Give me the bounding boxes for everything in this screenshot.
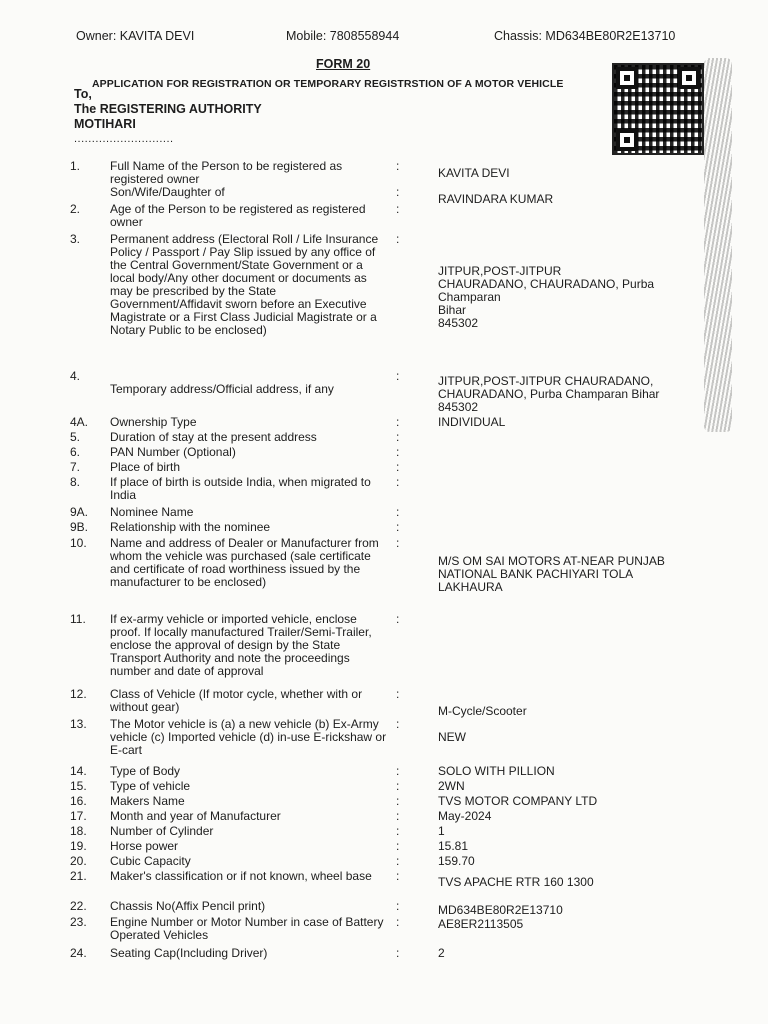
- field-label: Age of the Person to be registered as registered owner: [110, 202, 366, 229]
- chassis-number: Chassis: MD634BE80R2E13710: [494, 29, 676, 43]
- dotted-line: ............................: [74, 133, 174, 145]
- field-colon: :: [396, 536, 400, 550]
- field-value: NEW: [438, 730, 466, 744]
- field-label: Nominee Name: [110, 505, 194, 519]
- field-label: PAN Number (Optional): [110, 445, 236, 459]
- field-colon: :: [396, 946, 400, 960]
- field-number: 21.: [70, 869, 87, 883]
- field-colon: :: [396, 460, 400, 474]
- authority-city: MOTIHARI: [74, 117, 136, 131]
- field-value: M/S OM SAI MOTORS AT-NEAR PUNJAB NATIONAL BANK PACHIYARI TOLA LAKHAURA: [438, 554, 665, 594]
- field-colon: :: [396, 915, 400, 929]
- field-label: Engine Number or Motor Number in case of Battery Operated Vehicles: [110, 915, 384, 942]
- field-value: May-2024: [438, 809, 492, 823]
- field-label: Ownership Type: [110, 415, 197, 429]
- field-colon: :: [396, 869, 400, 883]
- field-number: 12.: [70, 687, 87, 701]
- field-value: 2: [438, 946, 445, 960]
- field-value: TVS MOTOR COMPANY LTD: [438, 794, 598, 808]
- qr-finder-icon: [616, 129, 638, 151]
- field-number: 3.: [70, 232, 81, 246]
- field-colon: :: [396, 854, 400, 868]
- field-number: 19.: [70, 839, 87, 853]
- field-value: JITPUR,POST-JITPUR CHAURADANO, CHAURADANO, Purba Champaran Bihar 845302: [438, 264, 655, 330]
- field-colon: :: [396, 899, 400, 913]
- field-value: INDIVIDUAL: [438, 415, 506, 429]
- field-colon: :: [396, 505, 400, 519]
- field-colon: :: [396, 809, 400, 823]
- field-colon: :: [396, 764, 400, 778]
- field-number: 4.: [70, 369, 81, 383]
- field-value: JITPUR,POST-JITPUR CHAURADANO, CHAURADANO, Purba Champaran Bihar 845302: [438, 374, 660, 414]
- owner-mobile: Mobile: 7808558944: [286, 29, 400, 43]
- field-number: 11.: [70, 612, 86, 626]
- field-number: 17.: [70, 809, 87, 823]
- field-colon: :: [396, 824, 400, 838]
- field-value: 159.70: [438, 854, 475, 868]
- application-title: APPLICATION FOR REGISTRATION OR TEMPORARY REGISTRSTION OF A MOTOR VEHICLE: [92, 78, 564, 90]
- field-label: Name and address of Dealer or Manufacturer from whom the vehicle was purchased (sale certificate and certificate of road worthiness issued by the manufacturer to be enclosed): [110, 536, 379, 589]
- field-colon: :: [396, 794, 400, 808]
- field-label: If ex-army vehicle or imported vehicle, enclose proof. If locally manufactured Trailer/Semi-Trailer, enclose the approval of design by the State Transport Authority and note the proceedings number and date of approval: [110, 612, 372, 678]
- field-number: 9B.: [70, 520, 89, 534]
- field-label: Seating Cap(Including Driver): [110, 946, 268, 960]
- field-number: 8.: [70, 475, 81, 489]
- field-label: Type of vehicle: [110, 779, 191, 793]
- field-value: 15.81: [438, 839, 469, 853]
- pen-scribble: [704, 58, 732, 432]
- field-colon: :: [396, 415, 400, 429]
- field-colon: :: [396, 369, 400, 383]
- field-colon: :: [396, 445, 400, 459]
- field-label: Number of Cylinder: [110, 824, 214, 838]
- field-colon: :: [396, 430, 400, 444]
- field-colon: :: [396, 779, 400, 793]
- field-label: Cubic Capacity: [110, 854, 191, 868]
- field-number: 16.: [70, 794, 87, 808]
- field-number: 22.: [70, 899, 87, 913]
- field-colon: :: [396, 717, 400, 731]
- field-colon: :: [396, 232, 400, 246]
- field-colon: :: [396, 475, 400, 489]
- field-value: KAVITA DEVI RAVINDARA KUMAR: [438, 166, 554, 206]
- field-colon: :: [396, 612, 400, 626]
- field-label: Horse power: [110, 839, 179, 853]
- field-number: 9A.: [70, 505, 89, 519]
- qr-finder-icon: [616, 67, 638, 89]
- field-number: 18.: [70, 824, 87, 838]
- qr-code-icon: [612, 63, 704, 155]
- field-number: 4A.: [70, 415, 89, 429]
- field-colon: :: [396, 202, 400, 216]
- field-label: Full Name of the Person to be registered as registered owner Son/Wife/Daughter of: [110, 159, 343, 199]
- field-label: The Motor vehicle is (a) a new vehicle (b) Ex-Army vehicle (c) Imported vehicle (d) in-use E-rickshaw or E-cart: [110, 717, 387, 757]
- field-label: Class of Vehicle (If motor cycle, whether with or without gear): [110, 687, 363, 714]
- field-value: SOLO WITH PILLION: [438, 764, 555, 778]
- field-number: 6.: [70, 445, 81, 459]
- owner-name: Owner: KAVITA DEVI: [76, 29, 195, 43]
- field-number: 10.: [70, 536, 87, 550]
- qr-finder-icon: [678, 67, 700, 89]
- field-number: 5.: [70, 430, 81, 444]
- field-number: 23.: [70, 915, 87, 929]
- field-label: Type of Body: [110, 764, 181, 778]
- field-number: 24.: [70, 946, 87, 960]
- field-colon: :: [396, 687, 400, 701]
- field-number: 7.: [70, 460, 81, 474]
- addressee-to: To,: [74, 87, 92, 101]
- field-value: 2WN: [438, 779, 465, 793]
- field-value: AE8ER2113505: [438, 917, 524, 931]
- field-colon: : :: [396, 159, 400, 199]
- registering-authority: The REGISTERING AUTHORITY: [74, 102, 262, 116]
- field-value: MD634BE80R2E13710: [438, 903, 563, 917]
- field-label: Permanent address (Electoral Roll / Life Insurance Policy / Passport / Pay Slip issued by any office of the Central Government/State Government or a local body/Any other document or documents as may be prescribed by the State Government/Affidavit sworn before an Executive Magistrate or a First Class Judicial Magistrate or a Notary Public to be enclosed): [110, 232, 379, 337]
- field-value: M-Cycle/Scooter: [438, 704, 527, 718]
- field-value: TVS APACHE RTR 160 1300: [438, 875, 594, 889]
- field-label: Relationship with the nominee: [110, 520, 271, 534]
- field-label: Duration of stay at the present address: [110, 430, 317, 444]
- field-label: Maker's classification or if not known, wheel base: [110, 869, 372, 883]
- field-label: Chassis No(Affix Pencil print): [110, 899, 266, 913]
- field-number: 15.: [70, 779, 87, 793]
- form-title: FORM 20: [316, 57, 371, 71]
- field-label: Makers Name: [110, 794, 185, 808]
- field-value: 1: [438, 824, 445, 838]
- field-number: 1.: [70, 159, 81, 173]
- field-colon: :: [396, 520, 400, 534]
- field-number: 20.: [70, 854, 87, 868]
- field-number: 13.: [70, 717, 87, 731]
- field-label: Temporary address/Official address, if any: [110, 382, 334, 396]
- field-label: Place of birth: [110, 460, 181, 474]
- field-number: 2.: [70, 202, 81, 216]
- field-label: Month and year of Manufacturer: [110, 809, 281, 823]
- field-colon: :: [396, 839, 400, 853]
- field-label: If place of birth is outside India, when migrated to India: [110, 475, 371, 502]
- field-number: 14.: [70, 764, 87, 778]
